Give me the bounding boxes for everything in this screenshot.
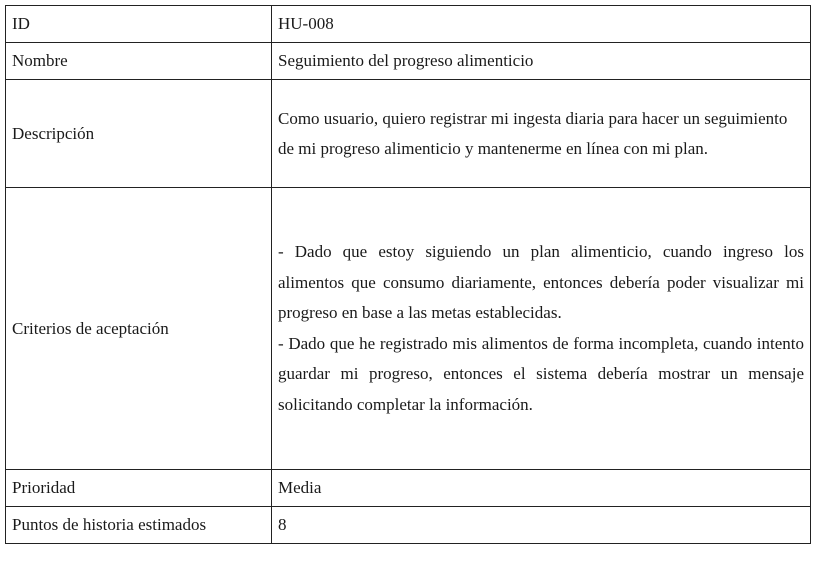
row-puntos [6,507,811,544]
field-label-id: ID [6,6,272,43]
row-descripcion [6,80,811,188]
field-label-descripcion: Descripción [6,80,272,188]
field-value-criterios [272,188,811,470]
field-value-prioridad: Media [272,470,811,507]
field-value-nombre: Seguimiento del progreso alimenticio [272,43,811,80]
field-value-descripcion: Como usuario, quiero registrar mi ingesta diaria para hacer un seguimiento de mi progreso alimenticio y mantenerme en línea con mi plan. [272,80,811,188]
row-nombre [6,43,811,80]
field-value-puntos: 8 [272,507,811,544]
row-criterios [6,188,811,470]
field-label-prioridad: Prioridad [6,470,272,507]
field-label-criterios: Criterios de aceptación [6,188,272,470]
field-label-puntos: Puntos de historia estimados [6,507,272,544]
field-label-nombre: Nombre [6,43,272,80]
acceptance-criterion-2: - Dado que he registrado mis alimentos de forma incompleta, cuando intento guardar mi progreso, entonces el sistema debería mostrar un mensaje solicitando completar la información. [278,333,804,414]
row-id [6,6,811,43]
user-story-table [5,5,811,544]
acceptance-criterion-1: - Dado que estoy siguiendo un plan alimenticio, cuando ingreso los alimentos que consumo diariamente, entonces debería poder visualizar mi progreso en base a las metas establecidas. [278,242,804,322]
field-value-id: HU-008 [272,6,811,43]
row-prioridad [6,470,811,507]
